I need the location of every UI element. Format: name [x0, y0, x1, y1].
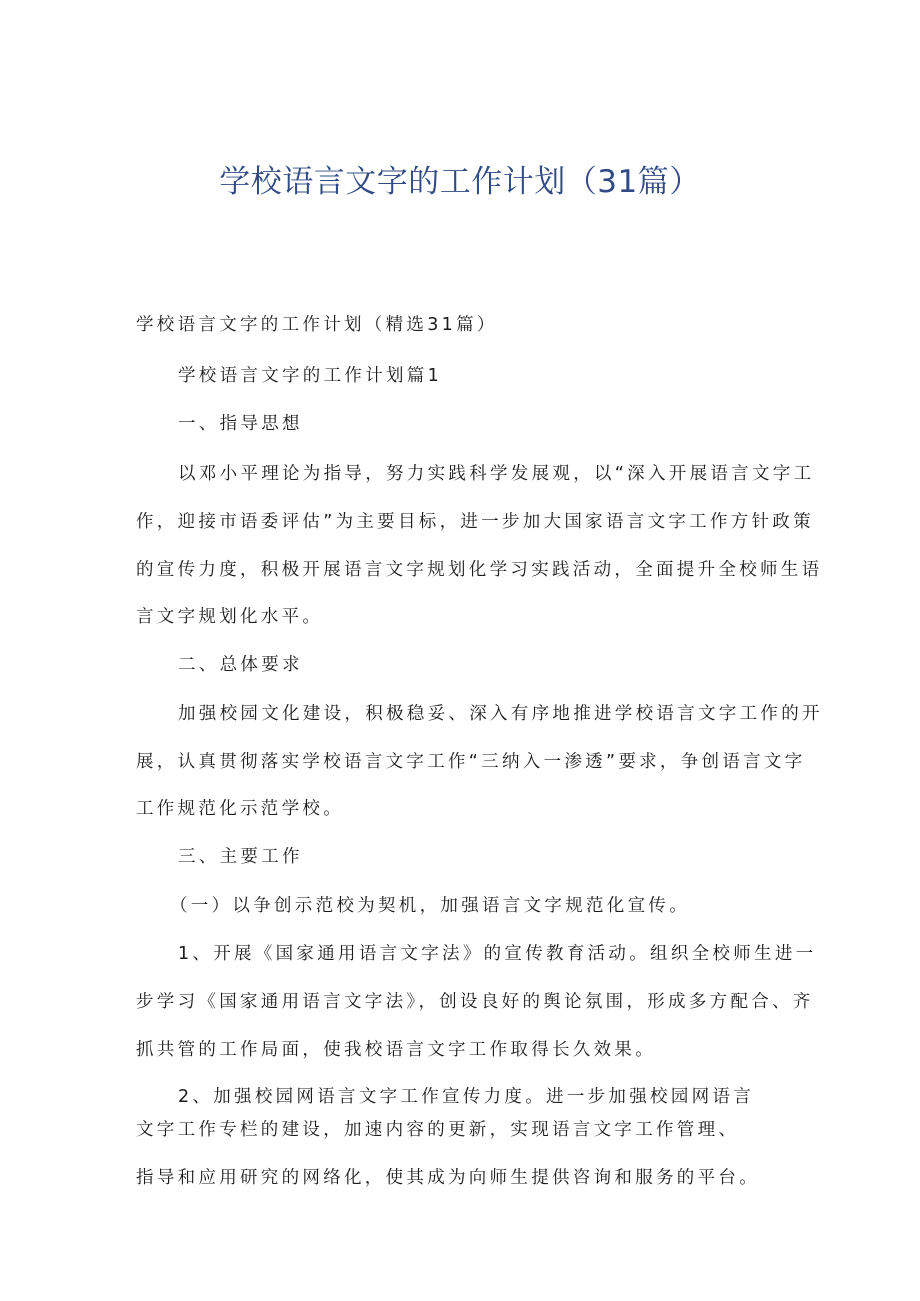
subsection-heading: （一）以争创示范校为契机，加强语言文字规范化宣传。 — [170, 896, 690, 916]
list-item-line: 步学习《国家通用语言文字法》，创设良好的舆论氛围，形成多方配合、齐 — [136, 992, 814, 1012]
list-item-line: 2、加强校园网语言文字工作宣传力度。进一步加强校园网语言 — [178, 1087, 755, 1107]
paragraph-line: 言文字规划化水平。 — [136, 607, 324, 627]
list-item-line: 指导和应用研究的网络化，使其成为向师生提供咨询和服务的平台。 — [136, 1168, 760, 1188]
paragraph-line: 展，认真贯彻落实学校语言文字工作“三纳入一渗透”要求，争创语言文字 — [136, 752, 806, 772]
paragraph-line: 加强校园文化建设，积极稳妥、深入有序地推进学校语言文字工作的开 — [178, 704, 823, 724]
paragraph-line: 工作规范化示范学校。 — [136, 799, 344, 819]
list-item-line: 1、开展《国家通用语言文字法》的宣传教育活动。组织全校师生进一 — [178, 944, 817, 964]
paragraph-line: 的宣传力度，积极开展语言文字规划化学习实践活动，全面提升全校师生语 — [136, 560, 823, 580]
section-heading-1: 一、指导思想 — [178, 414, 303, 434]
article-heading: 学校语言文字的工作计划篇1 — [178, 366, 443, 386]
list-item-line: 抓共管的工作局面，使我校语言文字工作取得长久效果。 — [136, 1040, 656, 1060]
paragraph-line: 以邓小平理论为指导，努力实践科学发展观，以“深入开展语言文字工 — [178, 464, 815, 484]
document-subtitle: 学校语言文字的工作计划（精选31篇） — [136, 315, 498, 335]
list-item-line: 文字工作专栏的建设，加速内容的更新，实现语言文字工作管理、 — [136, 1120, 740, 1140]
document-title: 学校语言文字的工作计划（31篇） — [219, 164, 701, 200]
paragraph-line: 作，迎接市语委评估”为主要目标，进一步加大国家语言文字工作方针政策 — [136, 512, 814, 532]
section-heading-2: 二、总体要求 — [178, 655, 303, 675]
section-heading-3: 三、主要工作 — [178, 847, 303, 867]
